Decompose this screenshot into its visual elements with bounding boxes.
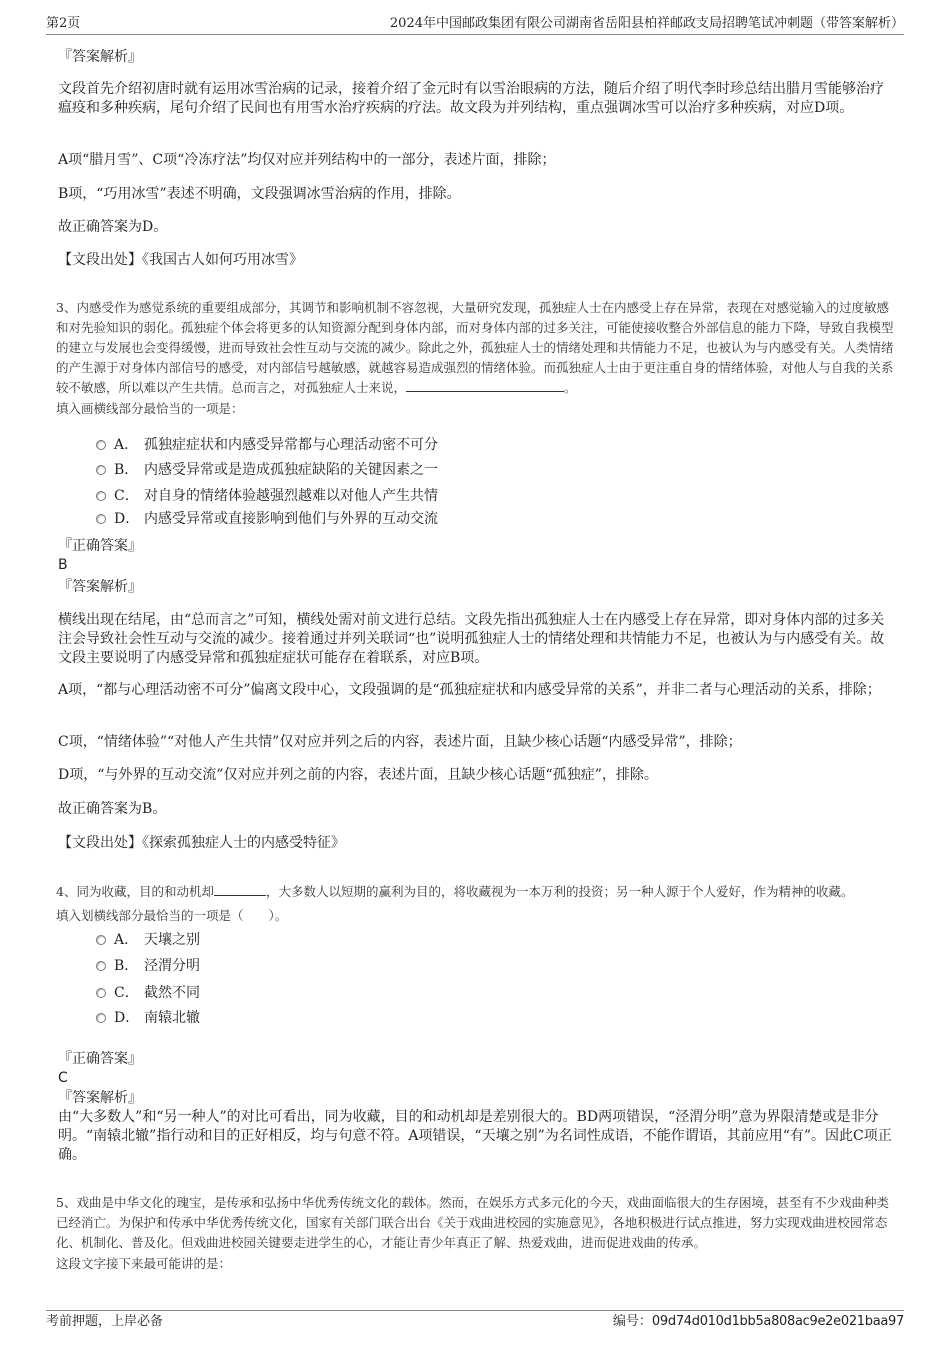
answer-analysis-label: 『答案解析』 [58,49,142,65]
option-letter: B． [114,462,139,478]
q4-option-c[interactable] [96,983,200,1003]
answer-analysis-label: 『答案解析』 [58,579,142,595]
q4-stem [56,882,896,902]
q3-answer: B [58,557,68,573]
radio-icon[interactable] [96,988,106,998]
q5-prompt: 这段文字接下来最可能讲的是： [56,1256,232,1271]
code-label: 编号： [612,1314,652,1329]
q3-stem [56,298,896,398]
radio-icon[interactable] [96,961,106,971]
q3-analysis-c: C项，“情绪体验”“对他人产生共情”仅对应并列之后的内容，表述片面，且缺少核心话题“内感受异常”，排除； [58,734,742,750]
q2-source-title: 《我国古人如何巧用冰雪》 [142,252,303,268]
q2-analysis: 文段首先介绍初唐时就有运用冰雪治病的记录，接着介绍了金元时有以雪治眼病的方法，随后介绍了明代李时珍总结出腊月雪能够治疗瘟疫和多种疾病，尾句介绍了民间也有用雪水治疗疾病的疗法。故文段为并列结构，重点强调冰雪可以治疗多种疾病，对应D项。 [58,81,884,116]
page-number: 第2页 [46,16,81,31]
q4-option-d[interactable] [96,1008,200,1028]
option-text: 截然不同 [144,985,200,1001]
option-letter: A． [114,437,139,453]
option-text: 内感受异常或是造成孤独症缺陷的关键因素之一 [144,462,438,478]
radio-icon[interactable] [96,465,106,475]
radio-icon[interactable] [96,935,106,945]
answer-analysis-label: 『答案解析』 [58,1090,142,1106]
page-header [46,14,904,35]
radio-icon[interactable] [96,491,106,501]
option-letter: B． [114,958,139,974]
option-text: 南辕北辙 [144,1010,200,1026]
q3-option-d[interactable] [96,509,438,529]
q4-stem-b: ，大多数人以短期的赢利为目的，将收藏视为一本万利的投资；另一种人源于个人爱好，作为精神的收藏。 [265,883,854,899]
option-text: 孤独症症状和内感受异常都与心理活动密不可分 [144,437,438,453]
option-letter: C． [114,488,139,504]
q3-analysis: 横线出现在结尾，由“总而言之”可知，横线处需对前文进行总结。文段先指出孤独症人士在内感受上存在异常，即对身体内部的过多关注会导致社会性互动与交流的减少。接着通过并列关联词“也”说明孤独症人士的情绪处理和共情能力不足，也被认为与内感受有关。故文段主要说明了内感受异常和孤独症症状可能存在着联系，对应B项。 [58,612,885,666]
q3-option-a[interactable] [96,435,438,455]
q3-stem-end: 。 [564,379,577,395]
q3-source [58,834,345,853]
q2-analysis-b: B项，“巧用冰雪”表述不明确，文段强调冰雪治病的作用，排除。 [58,186,461,202]
option-letter: A． [114,932,139,948]
q3-source-title: 《探索孤独症人士的内感受特征》 [142,835,345,851]
q4-blank [214,884,266,896]
q3-blank [406,380,564,392]
q4-prompt: 填入划横线部分最恰当的一项是（ ）。 [56,908,288,923]
correct-answer-label: 『正确答案』 [58,538,142,554]
option-text: 对自身的情绪体验越强烈越难以对他人产生共情 [144,488,438,504]
option-text: 内感受异常或直接影响到他们与外界的互动交流 [144,511,438,527]
radio-icon[interactable] [96,514,106,524]
q2-analysis-ac: A项“腊月雪”、C项“冷冻疗法”均仅对应并列结构中的一部分，表述片面，排除； [58,152,556,168]
q2-source [58,251,303,270]
option-text: 泾渭分明 [144,958,200,974]
option-letter: D． [114,511,140,527]
q4-answer: C [58,1070,68,1086]
q4-analysis: 由“大多数人”和“另一种人”的对比可看出，同为收藏，目的和动机却是差别很大的。BD两项错误，“泾渭分明”意为界限清楚或是非分明。“南辕北辙”指行动和目的正好相反，均与句意不符。A项错误，“天壤之别”为名词性成语，不能作谓语，其前应用“有”。因此C项正确。 [58,1109,892,1163]
q3-conclusion: 故正确答案为B。 [58,801,167,817]
code-value: 09d74d010d1bb5a808ac9e2e021baa97 [651,1314,904,1329]
source-label: 【文段出处】 [58,835,142,851]
radio-icon[interactable] [96,440,106,450]
option-text: 天壤之别 [144,932,200,948]
source-label: 【文段出处】 [58,252,142,268]
footer-slogan: 考前押题，上岸必备 [46,1314,164,1329]
q4-option-a[interactable] [96,930,200,950]
q3-analysis-a: A项，“都与心理活动密不可分”偏离文段中心，文段强调的是“孤独症症状和内感受异常的关系”，并非二者与心理活动的关系，排除； [58,682,881,698]
q5-stem: 5、戏曲是中华文化的瑰宝，是传承和弘扬中华优秀传统文化的载体。然而，在娱乐方式多元化的今天，戏曲面临很大的生存困境，甚至有不少戏曲种类已经消亡。为保护和传承中华优秀传统文化，国家有关部门联合出台《关于戏曲进校园的实施意见》，各地积极进行试点推进，努力实现戏曲进校园常态化、机制化、普及化。但戏曲进校园关键要走进学生的心，才能让青少年真正了解、热爱戏曲，进而促进戏曲的传承。 [56,1194,889,1250]
q4-stem-a: 4、同为收藏，目的和动机却 [56,883,214,899]
q3-stem-text: 3、内感受作为感觉系统的重要组成部分，其调节和影响机制不容忽视，大量研究发现，孤独症人士在内感受上存在异常，表现在对感觉输入的过度敏感和对先验知识的弱化。孤独症个体会将更多的认知资源分配到身体内部，而对身体内部的过多关注，可能使接收整合外部信息的能力下降，导致自我模型的建立与发展也会变得缓慢，进而导致社会性互动与交流的减少。除此之外，孤独症人士的情绪处理和共情能力不足，也被认为与内感受有关。人类情绪的产生源于对身体内部信号的感受，对内部信号越敏感，就越容易造成强烈的情绪体验。而孤独症人士由于更注重自身的情绪体验，对他人与自我的关系较不敏感，所以难以产生共情。总而言之，对孤独症人士来说， [56,299,894,395]
q3-option-b[interactable] [96,460,438,480]
q4-option-b[interactable] [96,956,200,976]
radio-icon[interactable] [96,1013,106,1023]
option-letter: D． [114,1010,140,1026]
q2-conclusion: 故正确答案为D。 [58,219,168,235]
q3-analysis-d: D项，“与外界的互动交流”仅对应并列之前的内容，表述片面，且缺少核心话题“孤独症”，排除。 [58,767,658,783]
page-footer [46,1310,904,1331]
document-code [613,1311,904,1333]
document-title: 2024年中国邮政集团有限公司湖南省岳阳县柏祥邮政支局招聘笔试冲刺题（带答案解析） [389,16,904,31]
option-letter: C． [114,985,139,1001]
q3-option-c[interactable] [96,486,438,506]
correct-answer-label: 『正确答案』 [58,1051,142,1067]
q3-prompt: 填入画横线部分最恰当的一项是： [56,401,244,416]
